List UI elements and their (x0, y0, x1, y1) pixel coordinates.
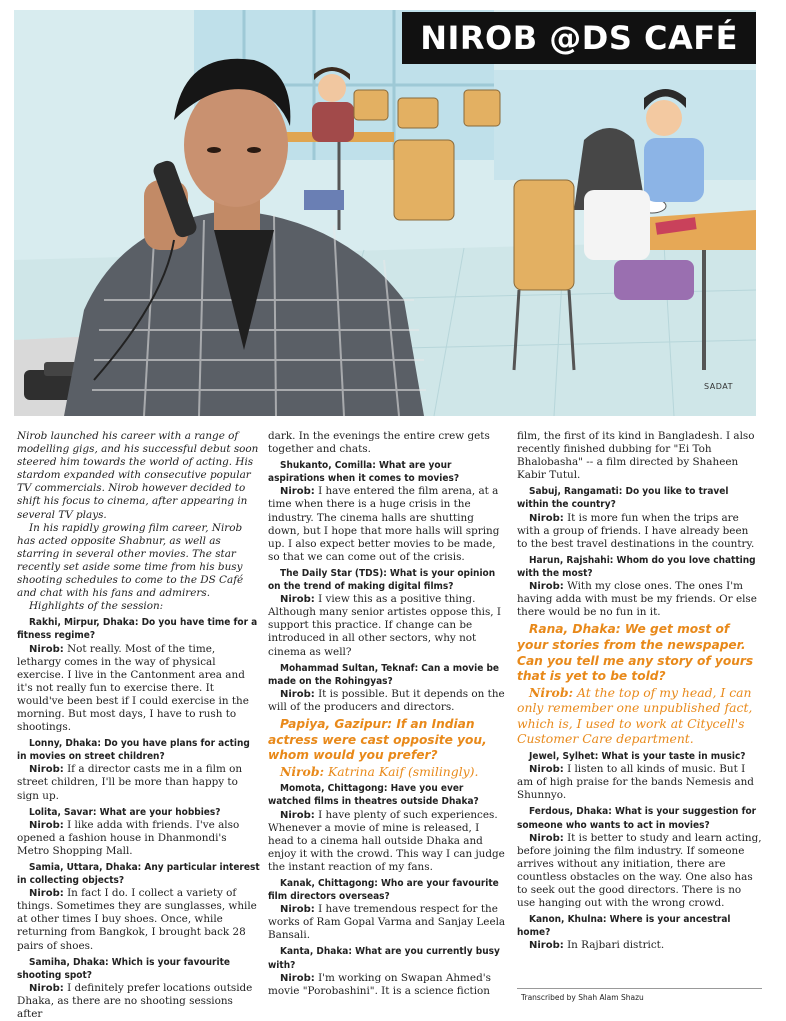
fan-question: Jewel, Sylhet: What is your taste in music? (529, 751, 746, 763)
answer-text: I definitely prefer locations outside Dhaka, as there are no shooting sessions after (17, 981, 253, 1021)
answer (268, 485, 508, 564)
answer-speaker: Nirob: (29, 888, 64, 900)
answer-speaker: Nirob: (529, 940, 564, 952)
page-title-banner: NIROB @DS CAFÉ (402, 12, 756, 64)
answer-text: I view this as a positive thing. Although many senior artistes oppose this, I support this practice. If change can be introduced in all other sectors, why not cinema as well? (268, 593, 502, 658)
answer-text: I have entered the film arena, at a time when there is a huge crisis in the industry. The cinema halls are shutting down, but I hope that more halls will spring up. I also expect better movies to be made, so that we can come out of the crisis. (268, 485, 500, 563)
intro-paragraph: In his rapidly growing film career, Nirob has acted opposite Shabnur, as well as starring in several other movies. The star recently set aside some time from his busy shooting schedules to come to the DS Café and chat with his fans and admirers. (17, 521, 244, 600)
answer (17, 819, 260, 858)
fan-question: Kanak, Chittagong: Who are your favourite film directors overseas? (268, 878, 499, 903)
answer (268, 809, 508, 874)
text-column-2 (268, 430, 508, 1002)
answer-speaker: Nirob: (529, 764, 564, 776)
fan-question: Kanta, Dhaka: What are you currently busy with? (268, 946, 500, 971)
answer (517, 512, 762, 551)
fan-question: Harun, Rajshahi: Whom do you love chatting with the most? (517, 554, 756, 579)
answer-speaker: Nirob: (280, 904, 315, 916)
answer (17, 763, 260, 802)
answer (517, 939, 762, 952)
fan-question: Mohammad Sultan, Teknaf: Can a movie be made on the Rohingyas? (268, 662, 499, 687)
answer (268, 593, 508, 658)
answer-text: I'm working on Swapan Ahmed's movie "Porobashini". It is a science fiction (268, 971, 491, 997)
answer-text: I like adda with friends. I've also opened a fashion house in Dhanmondi's Metro Shopping Mall. (17, 818, 240, 857)
answer-speaker: Nirob: (529, 684, 574, 700)
intro-paragraph: Nirob launched his career with a range of modelling gigs, and his successful debut soon steered him towards the world of acting. His stardom expanded with consecutive popular TV commercials. Nirob however decided to shift his focus to cinema, after appearing in several TV plays. (17, 430, 259, 521)
answer-text: Not really. Most of the time, lethargy comes in the way of physical exercise. I live in the Cantonment area and it's not really fun to exercise there. It would've been best if I could exercise in the morning. But most days, I have to rush to shootings. (17, 642, 249, 734)
answer (268, 688, 508, 714)
answer-speaker: Nirob: (280, 688, 315, 700)
answer (517, 580, 762, 619)
answer (268, 972, 508, 998)
highlights-label: Highlights of the session: (29, 600, 164, 613)
answer-text: If a director casts me in a film on street children, I'll be more than happy to sign up. (17, 763, 243, 802)
answer-speaker: Nirob: (280, 486, 315, 498)
featured-question: Rana, Dhaka: We get most of your stories from the newspaper. Can you tell me any story of yours that is yet to be told? (517, 622, 754, 684)
artist-signature: SADAT (704, 382, 733, 391)
answer-speaker: Nirob: (529, 512, 564, 524)
header-illustration (14, 10, 756, 416)
fan-question: The Daily Star (TDS): What is your opinion on the trend of making digital films? (268, 567, 496, 593)
answer-speaker: Nirob: (29, 643, 64, 655)
answer-continuation: film, the first of its kind in Bangladesh. I also recently finished dubbing for "Ei Toh Bhalobasha" -- a film directed by Shaheen Kabir Tutul. (517, 430, 755, 482)
fan-question: Lolita, Savar: What are your hobbies? (29, 806, 221, 818)
answer-continuation: dark. In the evenings the entire crew gets together and chats. (268, 430, 490, 456)
answer-speaker: Nirob: (529, 832, 564, 844)
answer-text: It is better to study and learn acting, before joining the film industry. If someone arrives without any initiation, there are countless obstacles on the way. One also has to seek out the good directors. There is no use hanging out with the wrong crowd. (517, 831, 762, 910)
answer-speaker: Nirob: (280, 763, 325, 779)
answer-text: At the top of my head, I can only remember one unpublished fact, which is, I used to work at Citycell's Customer Care department. (517, 684, 753, 747)
fan-question: Shukanto, Comilla: What are your aspirations when it comes to movies? (268, 460, 460, 485)
answer-text: I have tremendous respect for the works of Ram Gopal Varma and Sanjay Leela Bansali. (268, 903, 506, 942)
answer-speaker: Nirob: (29, 982, 64, 994)
credit-divider (517, 988, 762, 989)
answer-speaker: Nirob: (280, 809, 315, 821)
fan-question: Kanon, Khulna: Where is your ancestral home? (517, 914, 731, 939)
answer-text: In fact I do. I collect a variety of things. Sometimes they are sunglasses, while at other times I buy shoes. Once, while returning from Bangkok, I brought back 28 pairs of shoes. (17, 887, 257, 952)
fan-question: Samiha, Dhaka: Which is your favourite shooting spot? (17, 956, 230, 981)
fan-question: Ferdous, Dhaka: What is your suggestion for someone who wants to act in movies? (517, 806, 757, 831)
answer-speaker: Nirob: (29, 764, 64, 776)
answer (517, 832, 762, 911)
answer (268, 903, 508, 942)
answer (17, 887, 260, 952)
answer (17, 982, 260, 1021)
answer-text: In Rajbari district. (563, 939, 665, 952)
featured-answer (268, 764, 508, 780)
featured-question: Papiya, Gazipur: If an Indian actress were cast opposite you, whom would you prefer? (268, 716, 487, 763)
answer-speaker: Nirob: (280, 594, 315, 606)
answer-text: I have plenty of such experiences. Whenever a movie of mine is released, I head to a cinema hall outside Dhaka and enjoy it with the crowd. This way I can judge the instant reaction of my fans. (268, 808, 505, 873)
fan-question: Samia, Uttara, Dhaka: Any particular interest in collecting objects? (17, 862, 260, 887)
answer-text: Katrina Kaif (smilingly). (324, 763, 479, 779)
featured-answer (517, 685, 762, 747)
answer-text: It is more fun when the trips are with a group of friends. I have already been to the best travel destinations in the country. (517, 511, 755, 550)
fan-question: Rakhi, Mirpur, Dhaka: Do you have time for a fitness regime? (17, 617, 258, 642)
answer-speaker: Nirob: (529, 581, 564, 593)
answer-text: It is possible. But it depends on the will of the producers and directors. (268, 687, 505, 713)
text-column-1 (17, 430, 260, 1021)
answer-text: I listen to all kinds of music. But I am of high praise for the bands Nemesis and Shunnyo. (517, 763, 754, 802)
answer (17, 643, 260, 735)
answer-text: With my close ones. The ones I'm having adda with must be my friends. Or else there would be no fun in it. (517, 580, 757, 619)
fan-question: Momota, Chittagong: Have you ever watched films in theatres outside Dhaka? (268, 783, 479, 808)
text-column-3 (517, 430, 762, 1002)
fan-question: Sabuj, Rangamati: Do you like to travel within the country? (517, 486, 729, 511)
answer (517, 763, 762, 802)
transcription-credit: Transcribed by Shah Alam Shazu (521, 993, 644, 1002)
answer-speaker: Nirob: (280, 972, 315, 984)
fan-question: Lonny, Dhaka: Do you have plans for acting in movies on street children? (17, 738, 250, 763)
answer-speaker: Nirob: (29, 819, 64, 831)
